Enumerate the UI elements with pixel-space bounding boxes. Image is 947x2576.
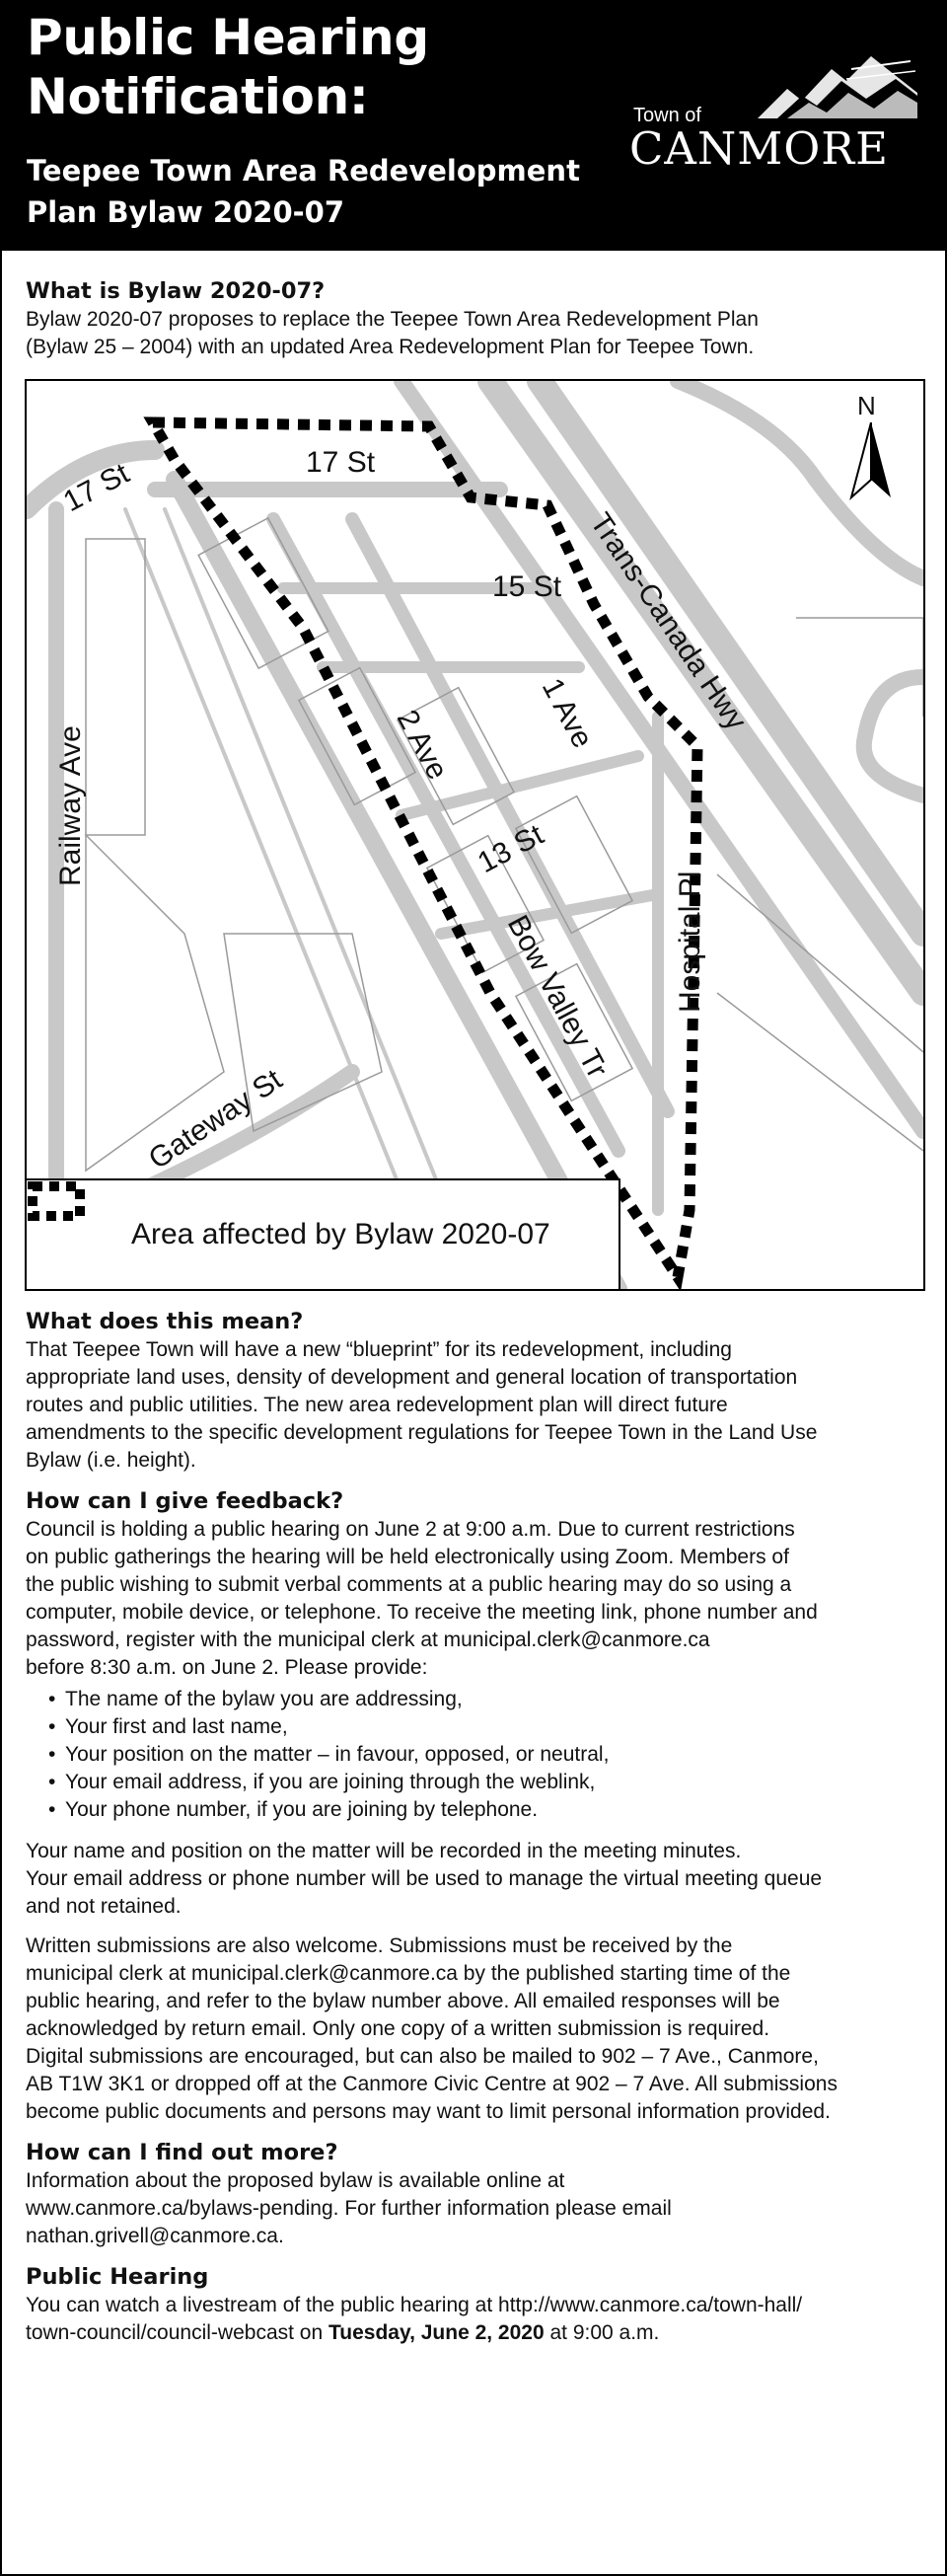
map-label-hospital-pl: Hospital Pl [674,871,706,1013]
feedback-line: computer, mobile device, or telephone. To receive the meeting link, phone number and [26,1601,818,1624]
written-line: become public documents and persons may want to limit personal information provided. [26,2100,831,2123]
more-line: nathan.grivell@canmore.ca. [26,2225,284,2247]
map-label-gateway-st: Gateway St [143,1063,289,1176]
what-is-line-1: Bylaw 2020-07 proposes to replace the Teepee Town Area Redevelopment Plan [26,308,759,331]
meaning-line: amendments to the specific development regulations for Teepee Town in the Land Use [26,1421,818,1444]
hearing-line-2 [26,2319,921,2347]
hearing-line-2-pre: town-council/council-webcast on [26,2321,328,2344]
map-label-railway-ave: Railway Ave [54,725,87,886]
feedback-heading: How can I give feedback? [26,1488,344,1514]
list-item: • Your email address, if you are joining through the weblink, [65,1769,921,1796]
what-is-section [26,251,921,361]
feedback-line: password, register with the municipal clerk at municipal.clerk@canmore.ca [26,1629,710,1651]
written-line: Written submissions are also welcome. Submissions must be received by the [26,1934,733,1957]
map-label-2-ave: 2 Ave [390,705,454,786]
meaning-heading: What does this mean? [26,1309,304,1334]
north-label: N [857,391,876,420]
map-label-trans-canada-hwy: Trans-Canada Hwy [583,507,753,736]
notice-body [2,251,945,2347]
meaning-line: That Teepee Town will have a new “blueprint” for its redevelopment, including [26,1338,732,1361]
written-line: AB T1W 3K1 or dropped off at the Canmore Civic Centre at 902 – 7 Ave. All submissions [26,2073,838,2095]
logo-town-text: Town of [633,105,701,126]
map-label-15st: 15 St [492,570,562,603]
map-label-17st-left: 17 St [58,457,135,519]
list-item: • Your position on the matter – in favour, opposed, or neutral, [65,1741,921,1769]
feedback-line: Council is holding a public hearing on June 2 at 9:00 a.m. Due to current restrictions [26,1518,795,1541]
more-line: Information about the proposed bylaw is available online at [26,2169,565,2192]
canmore-logo [629,51,925,180]
written-line: acknowledged by return email. Only one copy of a written submission is required. [26,2017,770,2040]
more-line: www.canmore.ca/bylaws-pending. For further information please email [26,2197,672,2220]
after-line: Your email address or phone number will be used to manage the virtual meeting queue [26,1867,823,1890]
what-is-line-2: (Bylaw 25 – 2004) with an updated Area Redevelopment Plan for Teepee Town. [26,336,755,358]
meaning-line: appropriate land uses, density of development and general location of transportation [26,1366,798,1389]
subtitle-line-2: Plan Bylaw 2020-07 [27,195,345,229]
hearing-date: Tuesday, June 2, 2020 [328,2321,545,2344]
after-line: Your name and position on the matter will be recorded in the meeting minutes. [26,1840,742,1862]
map-label-1-ave: 1 Ave [535,673,599,754]
list-item: • The name of the bylaw you are addressing, [65,1686,921,1713]
written-line: public hearing, and refer to the bylaw number above. All emailed responses will be [26,1990,780,2012]
hearing-heading: Public Hearing [26,2264,209,2290]
written-line: Digital submissions are encouraged, but can also be mailed to 902 – 7 Ave., Canmore, [26,2045,819,2068]
provide-list [26,1686,921,1824]
written-line: municipal clerk at municipal.clerk@canmore.ca by the published starting time of the [26,1962,791,1985]
area-map [25,379,925,1291]
header-banner [2,2,945,251]
feedback-line: before 8:30 a.m. on June 2. Please provide: [26,1656,428,1679]
feedback-line: the public wishing to submit verbal comments at a public hearing may do so using a [26,1573,792,1596]
dashed-boundary-icon [27,1180,86,1222]
page-subtitle [27,150,580,233]
hearing-line-2-post: at 9:00 a.m. [544,2321,660,2344]
meaning-line: routes and public utilities. The new area redevelopment plan will direct future [26,1394,728,1416]
legend-label: Area affected by Bylaw 2020-07 [131,1218,550,1250]
hearing-section [26,2250,921,2347]
feedback-line: on public gatherings the hearing will be held electronically using Zoom. Members of [26,1546,789,1568]
more-heading: How can I find out more? [26,2140,338,2165]
map-legend [27,1178,620,1289]
meaning-section [26,1291,921,1475]
map-label-13st: 13 St [473,818,549,880]
north-arrow-icon [845,393,897,501]
meaning-line: Bylaw (i.e. height). [26,1449,196,1472]
title-line-1: Public Hearing [27,9,429,66]
list-item: • Your first and last name, [65,1713,921,1741]
logo-name-text: CANMORE [629,122,890,175]
title-line-2: Notification: [27,68,369,125]
what-is-heading: What is Bylaw 2020-07? [26,278,326,304]
page-title [27,8,429,126]
subtitle-line-1: Teepee Town Area Redevelopment [27,154,580,188]
feedback-section [26,1475,921,2126]
map-label-17st: 17 St [306,446,376,479]
map-label-bow-valley-tr: Bow Valley Tr [500,910,615,1084]
hearing-line-1: You can watch a livestream of the public hearing at http://www.canmore.ca/town-hall/ [26,2294,803,2316]
list-item: • Your phone number, if you are joining by telephone. [65,1796,921,1824]
more-section [26,2126,921,2250]
after-line: and not retained. [26,1895,182,1918]
